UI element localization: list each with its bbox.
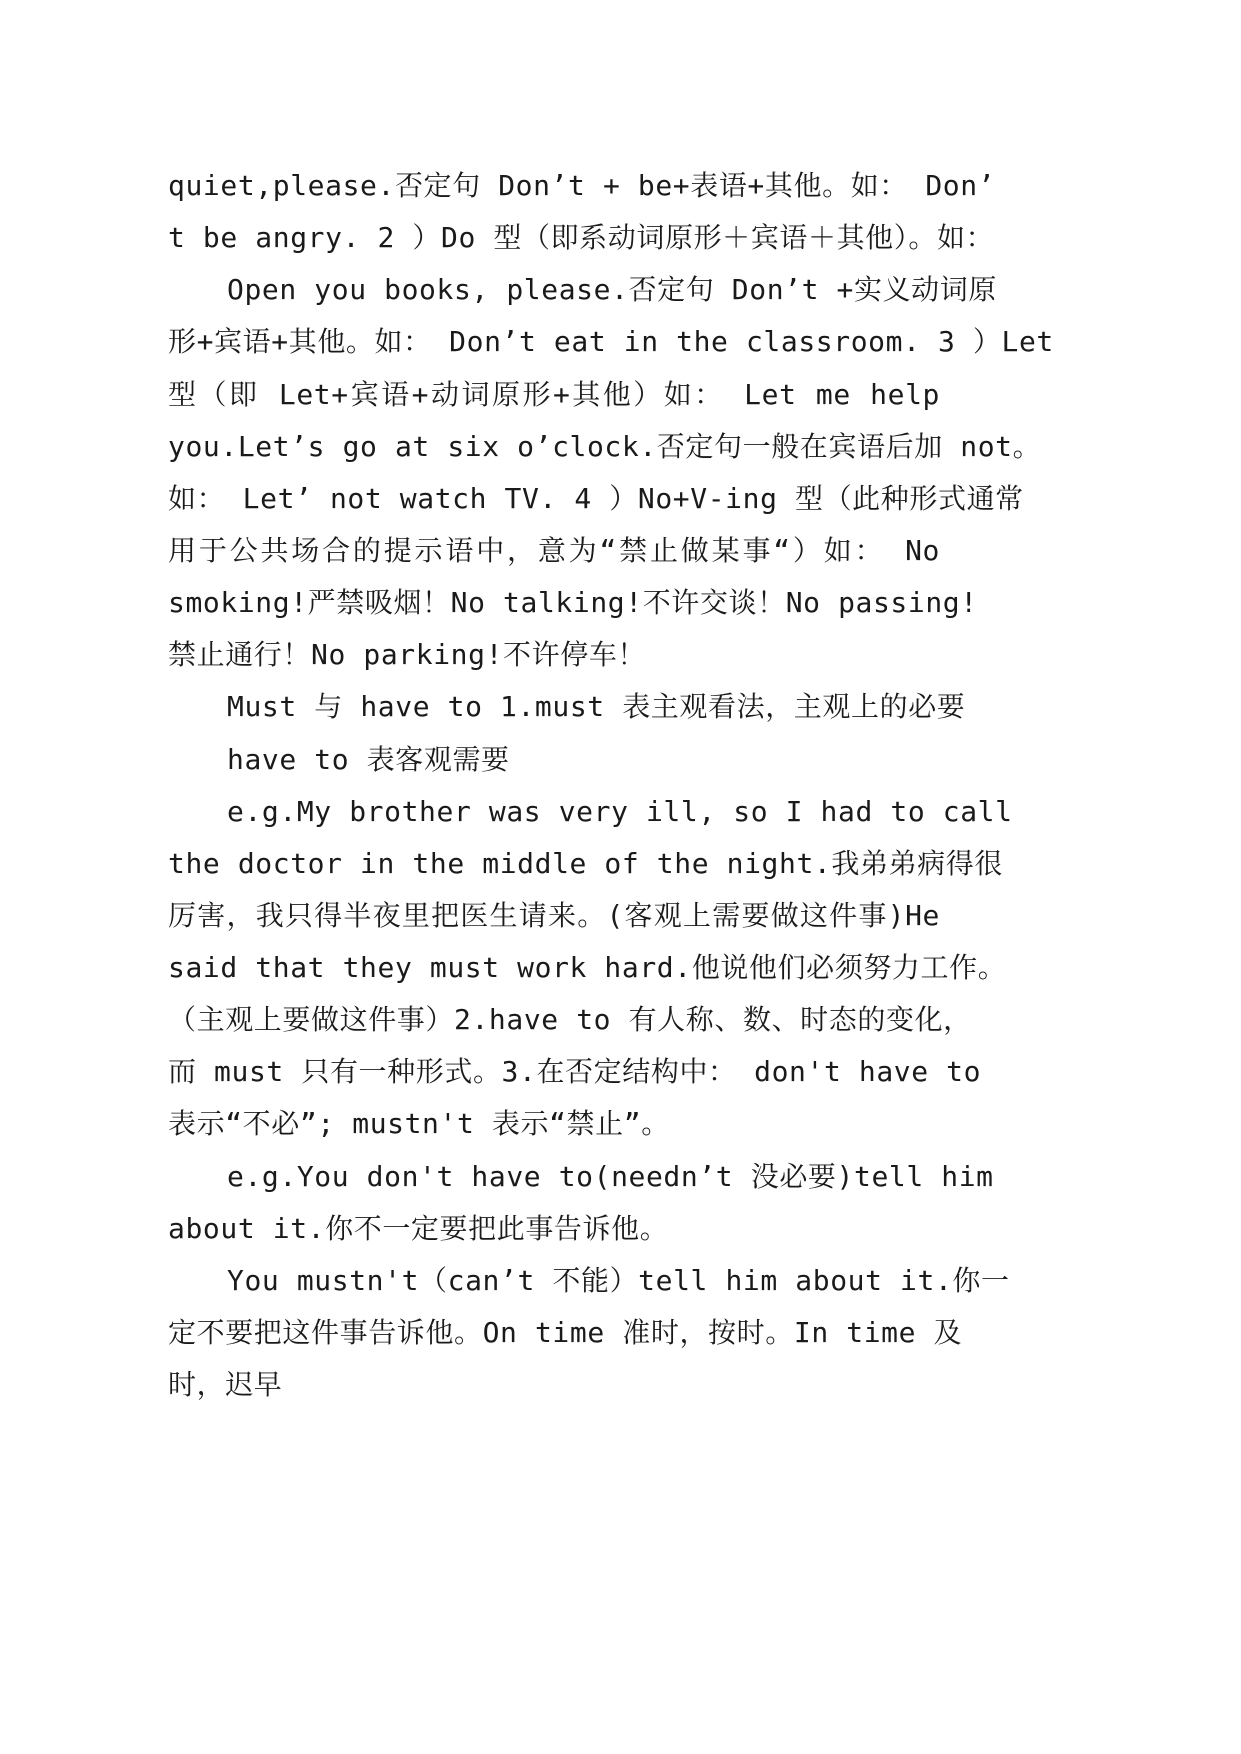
text-line: 型（即 Let+宾语+动词原形+其他）如： Let me help — [168, 378, 940, 411]
text-line: 厉害，我只得半夜里把医生请来。(客观上需要做这件事)He — [168, 899, 940, 932]
text-line: （主观上要做这件事）2.have to 有人称、数、时态的变化， — [168, 1003, 972, 1036]
text-line: 如： Let’ not watch TV. 4 ）No+V-ing 型（此种形式通常 — [168, 482, 1024, 515]
text-line: Open you books, please.否定句 Don’t +实义动词原 — [227, 273, 997, 306]
text-line: 形+宾语+其他。如： Don’t eat in the classroom. 3 ）Let — [168, 325, 1054, 358]
text-line: t be angry. 2 ）Do 型（即系动词原形＋宾语＋其他）。如： — [168, 221, 995, 254]
text-line: smoking!严禁吸烟！No talking!不许交谈！No passing! — [168, 586, 978, 619]
text-line: said that they must work hard.他说他们必须努力工作。 — [168, 951, 1007, 984]
text-line: quiet,please.否定句 Don’t + be+表语+其他。如： Don’ — [168, 169, 996, 202]
text-line: You mustn't（can’t 不能）tell him about it.你一 — [227, 1264, 1010, 1297]
text-line: 时，迟早 — [168, 1368, 283, 1401]
text-line: about it.你不一定要把此事告诉他。 — [168, 1212, 669, 1245]
text-line: you.Let’s go at six o’clock.否定句一般在宾语后加 not。 — [168, 430, 1042, 463]
text-line: e.g.You don't have to(needn’t 没必要)tell him — [227, 1160, 994, 1193]
text-line: the doctor in the middle of the night.我弟弟病得很 — [168, 847, 1003, 880]
text-line: 定不要把这件事告诉他。On time 准时，按时。In time 及 — [168, 1316, 963, 1349]
text-line: 表示“不必”; mustn't 表示“禁止”。 — [168, 1107, 670, 1140]
text-line: 用于公共场合的提示语中，意为“禁止做某事“）如： No — [168, 534, 940, 567]
text-line: e.g.My brother was very ill, so I had to call — [227, 795, 1013, 828]
text-line: have to 表客观需要 — [227, 743, 510, 776]
text-line: 而 must 只有一种形式。3.在否定结构中： don't have to — [168, 1055, 982, 1088]
text-line: Must 与 have to 1.must 表主观看法，主观上的必要 — [227, 690, 966, 723]
text-line: 禁止通行！No parking!不许停车！ — [168, 638, 647, 671]
